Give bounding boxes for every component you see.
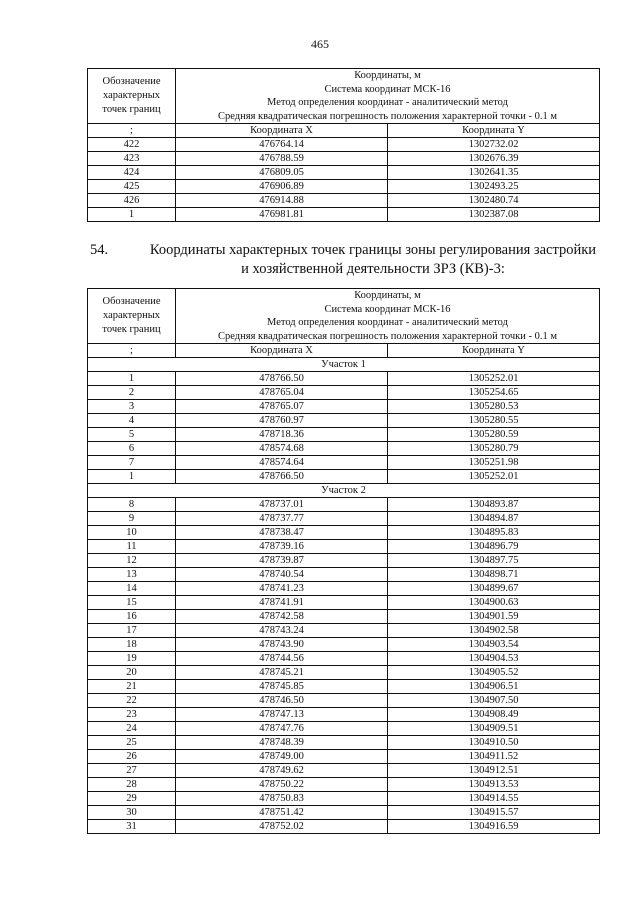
- table-row: [88, 456, 600, 470]
- coord-y-cell: 1304896.79: [388, 540, 600, 554]
- coord-y-cell: 1302493.25: [388, 180, 600, 194]
- coord-x-cell: 478737.77: [176, 512, 388, 526]
- coord-y-cell: 1304914.55: [388, 792, 600, 806]
- point-number-cell: 424: [88, 166, 176, 180]
- coord-header-system: Система координат МСК-16: [176, 83, 600, 97]
- col-y-header: Координата Y: [388, 124, 600, 138]
- coord-y-cell: 1304897.75: [388, 554, 600, 568]
- point-number-cell: 2: [88, 386, 176, 400]
- coord-x-cell: 478739.87: [176, 554, 388, 568]
- header-label-line: Обозначение: [102, 76, 161, 87]
- point-number-cell: 1: [88, 208, 176, 222]
- point-number-cell: 30: [88, 806, 176, 820]
- table-row: [88, 708, 600, 722]
- table-row: [88, 554, 600, 568]
- col-y-header: Координата Y: [388, 344, 600, 358]
- coord-x-cell: 478738.47: [176, 526, 388, 540]
- coord-y-cell: 1304916.59: [388, 820, 600, 834]
- point-number-cell: 1: [88, 372, 176, 386]
- table-row: [88, 540, 600, 554]
- column-header-row: [88, 124, 600, 138]
- header-label-line: Обозначение: [102, 296, 161, 307]
- header-row: [88, 69, 600, 83]
- table-row: [88, 778, 600, 792]
- coord-y-cell: 1304903.54: [388, 638, 600, 652]
- coord-y-cell: 1304910.50: [388, 736, 600, 750]
- coord-x-cell: 478741.91: [176, 596, 388, 610]
- section-label: Участок 1: [88, 358, 600, 372]
- coord-x-cell: 478750.22: [176, 778, 388, 792]
- point-number-cell: 3: [88, 400, 176, 414]
- coord-x-cell: 478739.16: [176, 540, 388, 554]
- coord-y-cell: 1304913.53: [388, 778, 600, 792]
- header-label-line: характерных: [102, 90, 161, 101]
- coord-header-method: Метод определения координат - аналитический метод: [176, 316, 600, 330]
- coord-x-cell: 478748.39: [176, 736, 388, 750]
- coord-x-cell: 478765.07: [176, 400, 388, 414]
- table-row: [88, 694, 600, 708]
- coord-header-units: Координаты, м: [176, 289, 600, 303]
- point-number-cell: 1: [88, 470, 176, 484]
- coord-header-method: Метод определения координат - аналитический метод: [176, 96, 600, 110]
- page-number: 465: [311, 37, 329, 51]
- coord-x-cell: 476981.81: [176, 208, 388, 222]
- header-label-line: точек границ: [102, 324, 161, 335]
- coord-y-cell: 1304902.58: [388, 624, 600, 638]
- table-row: [88, 498, 600, 512]
- coord-x-cell: 478737.01: [176, 498, 388, 512]
- point-number-cell: 8: [88, 498, 176, 512]
- point-number-cell: 13: [88, 568, 176, 582]
- coord-y-cell: 1305251.98: [388, 456, 600, 470]
- coord-y-cell: 1304908.49: [388, 708, 600, 722]
- table-row: [88, 442, 600, 456]
- coord-y-cell: 1302480.74: [388, 194, 600, 208]
- section-title-line: и хозяйственной деятельности ЗРЗ (КВ)-3:: [241, 261, 505, 277]
- table-row: [88, 582, 600, 596]
- coord-y-cell: 1304904.53: [388, 652, 600, 666]
- table-row: [88, 180, 600, 194]
- table-row: [88, 764, 600, 778]
- section-row: [88, 484, 600, 498]
- table-row: [88, 400, 600, 414]
- coordinates-table-continued: [87, 68, 600, 222]
- point-number-cell: 423: [88, 152, 176, 166]
- coord-y-cell: 1305280.53: [388, 400, 600, 414]
- table-row: [88, 138, 600, 152]
- coord-y-cell: 1305280.55: [388, 414, 600, 428]
- table-row: [88, 152, 600, 166]
- point-number-cell: 15: [88, 596, 176, 610]
- section-number: 54.: [90, 242, 109, 258]
- coord-x-cell: 478574.68: [176, 442, 388, 456]
- coord-y-cell: 1305280.79: [388, 442, 600, 456]
- coord-x-cell: 478746.50: [176, 694, 388, 708]
- point-number-cell: 4: [88, 414, 176, 428]
- coord-header-units: Координаты, м: [176, 69, 600, 83]
- table-row: [88, 568, 600, 582]
- point-number-cell: 11: [88, 540, 176, 554]
- point-number-cell: 12: [88, 554, 176, 568]
- coord-x-cell: 478744.56: [176, 652, 388, 666]
- coord-x-cell: 476788.59: [176, 152, 388, 166]
- coordinates-table: [87, 288, 600, 834]
- table-row: [88, 638, 600, 652]
- coord-y-cell: 1304912.51: [388, 764, 600, 778]
- coord-x-cell: 476906.89: [176, 180, 388, 194]
- coord-y-cell: 1304895.83: [388, 526, 600, 540]
- section-row: [88, 358, 600, 372]
- point-number-cell: 16: [88, 610, 176, 624]
- coord-x-cell: 478742.58: [176, 610, 388, 624]
- table-row: [88, 512, 600, 526]
- coord-y-cell: 1304898.71: [388, 568, 600, 582]
- point-number-cell: 9: [88, 512, 176, 526]
- coord-x-cell: 476914.88: [176, 194, 388, 208]
- col-x-header: Координата X: [176, 344, 388, 358]
- point-number-cell: 7: [88, 456, 176, 470]
- point-number-cell: 23: [88, 708, 176, 722]
- table-row: [88, 470, 600, 484]
- table-row: [88, 610, 600, 624]
- point-number-cell: 24: [88, 722, 176, 736]
- table-row: [88, 792, 600, 806]
- coord-x-cell: 478766.50: [176, 470, 388, 484]
- coord-x-cell: 478765.04: [176, 386, 388, 400]
- coord-y-cell: 1305252.01: [388, 470, 600, 484]
- coord-x-cell: 478745.21: [176, 666, 388, 680]
- table-row: [88, 750, 600, 764]
- point-number-cell: 426: [88, 194, 176, 208]
- point-number-cell: 26: [88, 750, 176, 764]
- coord-y-cell: 1305280.59: [388, 428, 600, 442]
- coord-x-cell: 478740.54: [176, 568, 388, 582]
- coord-y-cell: 1304906.51: [388, 680, 600, 694]
- point-number-cell: 19: [88, 652, 176, 666]
- coord-y-cell: 1302676.39: [388, 152, 600, 166]
- table-row: [88, 820, 600, 834]
- coord-y-cell: 1304907.50: [388, 694, 600, 708]
- point-number-cell: 29: [88, 792, 176, 806]
- table-row: [88, 666, 600, 680]
- section-title: [133, 241, 613, 279]
- coord-x-cell: 478749.62: [176, 764, 388, 778]
- table-row: [88, 680, 600, 694]
- coord-y-cell: 1305254.65: [388, 386, 600, 400]
- table-body: [88, 69, 600, 222]
- header-row: [88, 289, 600, 303]
- point-number-cell: 25: [88, 736, 176, 750]
- point-number-cell: 17: [88, 624, 176, 638]
- column-header-row: [88, 344, 600, 358]
- table-row: [88, 526, 600, 540]
- point-number-cell: 10: [88, 526, 176, 540]
- col-point-header: ;: [88, 124, 176, 138]
- point-number-cell: 5: [88, 428, 176, 442]
- table-row: [88, 166, 600, 180]
- coord-y-cell: 1304909.51: [388, 722, 600, 736]
- coord-x-cell: 478743.24: [176, 624, 388, 638]
- coord-x-cell: 478741.23: [176, 582, 388, 596]
- point-number-cell: 31: [88, 820, 176, 834]
- section-title-line: Координаты характерных точек границы зоны регулирования застройки: [149, 242, 597, 258]
- coord-x-cell: 478745.85: [176, 680, 388, 694]
- coord-y-cell: 1304915.57: [388, 806, 600, 820]
- coord-header-accuracy: Средняя квадратическая погрешность положения характерной точки - 0.1 м: [176, 330, 600, 344]
- point-number-cell: 14: [88, 582, 176, 596]
- table-row: [88, 736, 600, 750]
- table-row: [88, 372, 600, 386]
- table-row: [88, 624, 600, 638]
- coord-x-cell: 478574.64: [176, 456, 388, 470]
- coord-x-cell: 478766.50: [176, 372, 388, 386]
- header-label-line: характерных: [102, 310, 161, 321]
- coord-x-cell: 478747.76: [176, 722, 388, 736]
- coord-x-cell: 476809.05: [176, 166, 388, 180]
- point-number-cell: 20: [88, 666, 176, 680]
- point-number-cell: 22: [88, 694, 176, 708]
- coord-header-accuracy: Средняя квадратическая погрешность положения характерной точки - 0.1 м: [176, 110, 600, 124]
- coord-y-cell: 1304894.87: [388, 512, 600, 526]
- coord-x-cell: 478718.36: [176, 428, 388, 442]
- coord-x-cell: 478747.13: [176, 708, 388, 722]
- point-number-cell: 27: [88, 764, 176, 778]
- coord-header-system: Система координат МСК-16: [176, 303, 600, 317]
- coord-x-cell: 478752.02: [176, 820, 388, 834]
- coord-y-cell: 1304893.87: [388, 498, 600, 512]
- point-number-cell: 28: [88, 778, 176, 792]
- point-label-header: [88, 289, 176, 344]
- table-row: [88, 596, 600, 610]
- point-number-cell: 6: [88, 442, 176, 456]
- point-label-header: [88, 69, 176, 124]
- coord-y-cell: 1304899.67: [388, 582, 600, 596]
- coord-y-cell: 1302732.02: [388, 138, 600, 152]
- coord-y-cell: 1304900.63: [388, 596, 600, 610]
- coord-x-cell: 478743.90: [176, 638, 388, 652]
- section-label: Участок 2: [88, 484, 600, 498]
- coord-x-cell: 478751.42: [176, 806, 388, 820]
- point-number-cell: 422: [88, 138, 176, 152]
- point-number-cell: 21: [88, 680, 176, 694]
- table-row: [88, 386, 600, 400]
- coord-y-cell: 1304901.59: [388, 610, 600, 624]
- table-body: [88, 289, 600, 834]
- table-row: [88, 722, 600, 736]
- table-row: [88, 208, 600, 222]
- table-row: [88, 652, 600, 666]
- col-point-header: ;: [88, 344, 176, 358]
- coord-y-cell: 1304911.52: [388, 750, 600, 764]
- table-row: [88, 414, 600, 428]
- table-row: [88, 194, 600, 208]
- coord-x-cell: 478750.83: [176, 792, 388, 806]
- coord-y-cell: 1302641.35: [388, 166, 600, 180]
- header-label-line: точек границ: [102, 104, 161, 115]
- coord-y-cell: 1305252.01: [388, 372, 600, 386]
- coord-x-cell: 478749.00: [176, 750, 388, 764]
- coord-y-cell: 1302387.08: [388, 208, 600, 222]
- coord-x-cell: 478760.97: [176, 414, 388, 428]
- col-x-header: Координата X: [176, 124, 388, 138]
- point-number-cell: 425: [88, 180, 176, 194]
- coord-y-cell: 1304905.52: [388, 666, 600, 680]
- point-number-cell: 18: [88, 638, 176, 652]
- coord-x-cell: 476764.14: [176, 138, 388, 152]
- table-row: [88, 806, 600, 820]
- table-row: [88, 428, 600, 442]
